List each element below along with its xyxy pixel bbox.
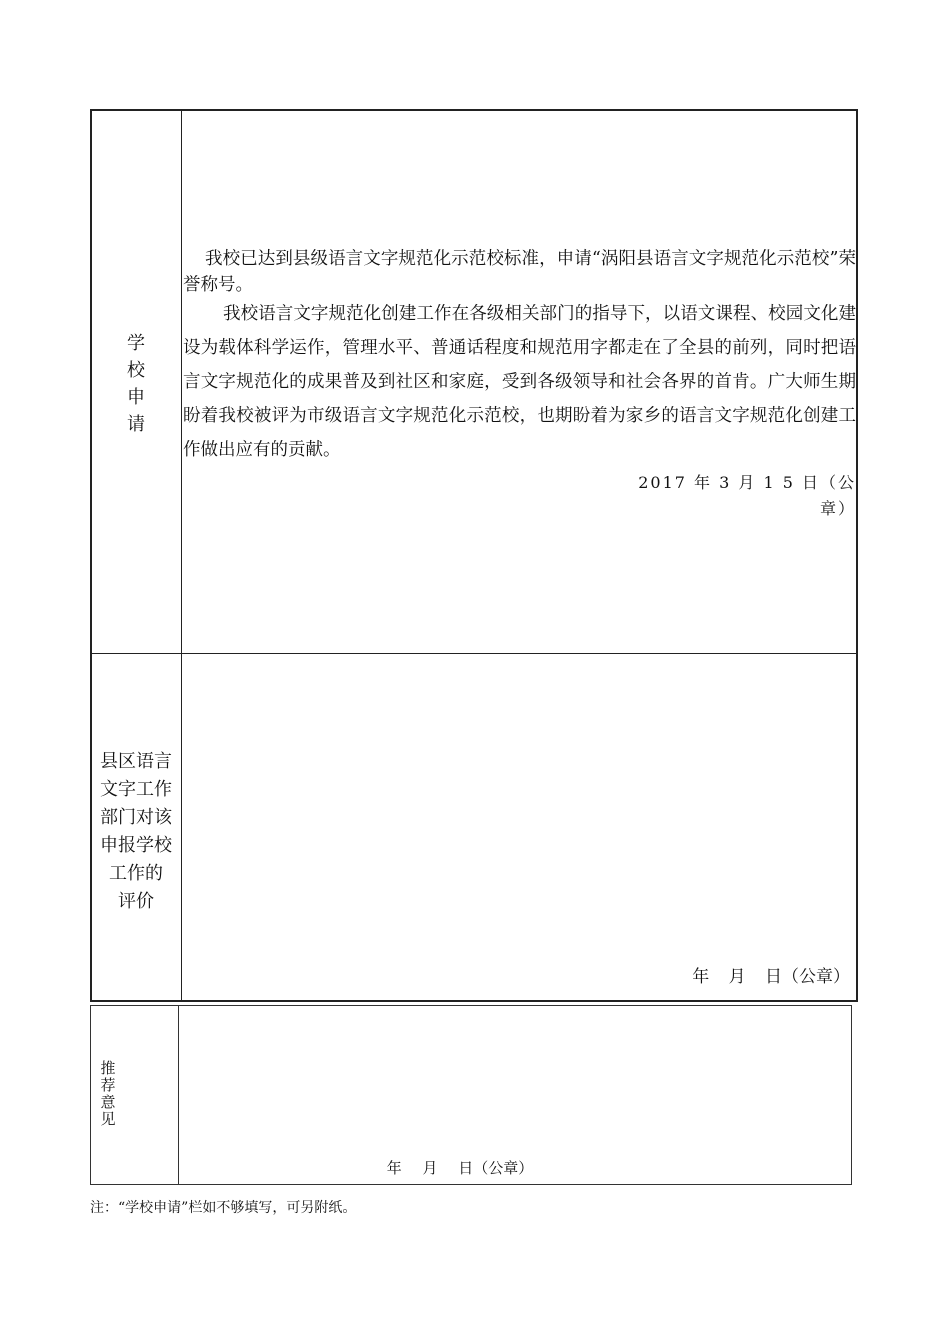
recommendation-date: 年 月 日（公章） [386, 1159, 534, 1177]
label-char: 校 [127, 360, 145, 381]
application-table [90, 109, 858, 1002]
label-char: 请 [127, 414, 145, 435]
date-line-2: 章） [819, 499, 856, 518]
table-column-divider [181, 109, 182, 1002]
label-char: 学 [127, 333, 145, 354]
label-line: 部门对该 [100, 807, 172, 828]
label-char: 意 [100, 1093, 116, 1111]
application-paragraph-1: 我校已达到县级语言文字规范化示范校标准，申请“涡阳县语言文字规范化示范校”荣誉称号。 [183, 249, 856, 295]
date-line-1: 2017 年 3 月 1 5 日（公 [638, 473, 856, 492]
label-line: 工作的 [109, 863, 163, 884]
label-line: 文字工作 [100, 779, 172, 800]
county-evaluation-label [92, 748, 180, 916]
label-line: 申报学校 [100, 835, 172, 856]
label-char: 申 [127, 387, 145, 408]
label-char: 见 [100, 1110, 116, 1128]
county-evaluation-date: 年 月 日（公章） [692, 967, 850, 987]
recommendation-label [98, 1060, 118, 1128]
label-char: 荐 [100, 1076, 116, 1094]
label-line: 评价 [118, 891, 154, 912]
school-application-date [600, 470, 856, 522]
table-column-divider [178, 1005, 179, 1185]
application-paragraph-2: 我校语言文字规范化创建工作在各级相关部门的指导下，以语文课程、校园文化建设为载体科学运作，管理水平、普通话程度和规范用字都走在了全县的前列，同时把语言文字规范化的成果普及到社区和家庭，受到各级领导和社会各界的首肯。广大师生期盼着我校被评为市级语言文字规范化示范校，也期盼着为家乡的语言文字规范化创建工作做出应有的贡献。 [183, 304, 856, 460]
label-line: 县区语言 [100, 751, 172, 772]
school-application-label [92, 330, 180, 438]
footnote: 注：“学校申请”栏如不够填写，可另附纸。 [90, 1200, 357, 1216]
table-row-divider [90, 653, 858, 654]
label-char: 推 [100, 1059, 116, 1077]
